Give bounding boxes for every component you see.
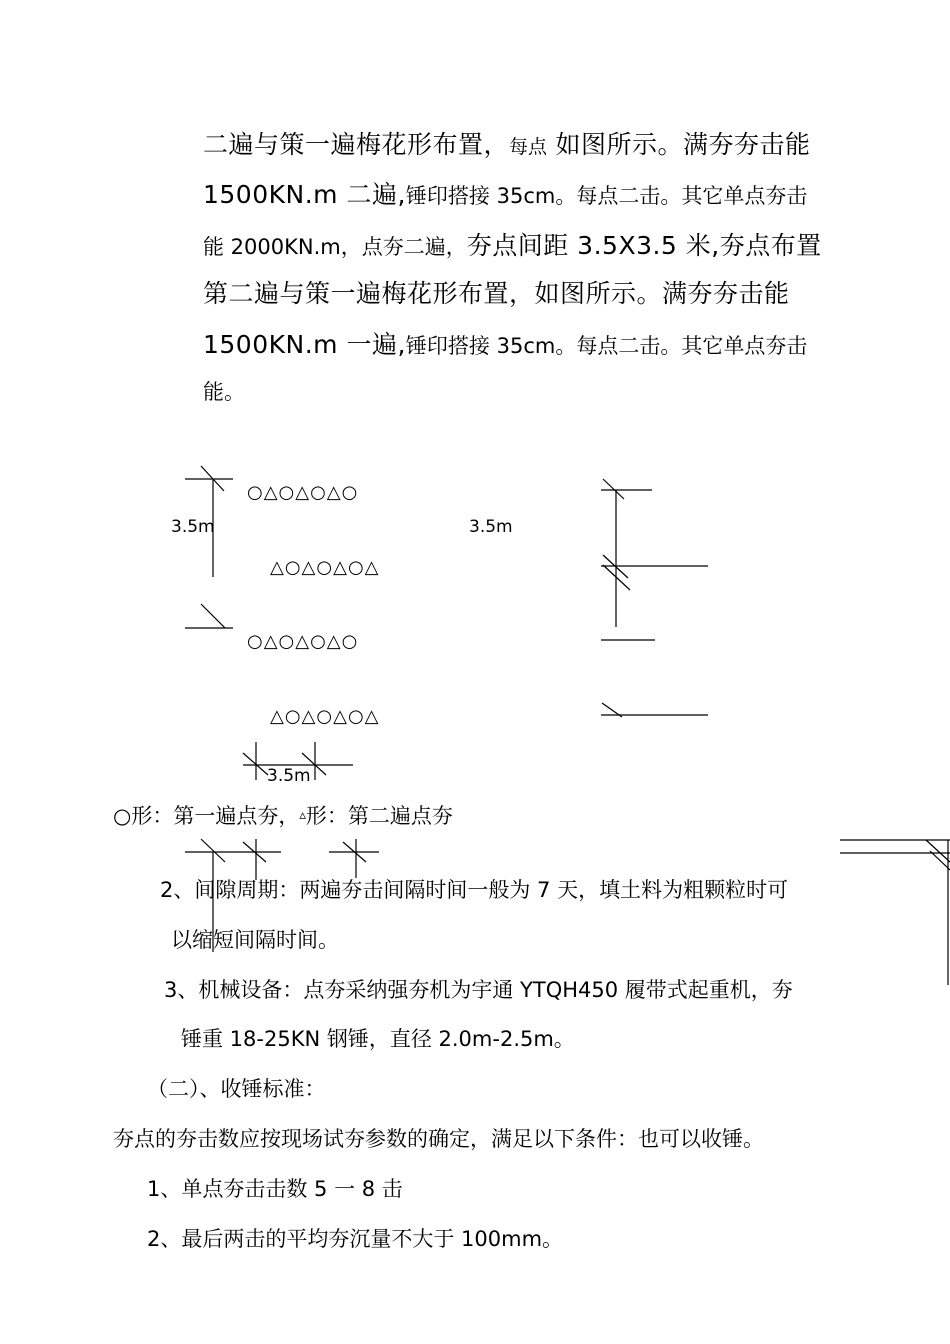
interval-line-1: 2、间隙周期：两遍夯击间隔时间一般为 7 天，填土料为粗颗粒时可 bbox=[160, 878, 789, 902]
text-fragment: 每点 bbox=[509, 136, 548, 158]
interval-line-2: 以缩短间隔时间。 bbox=[171, 928, 339, 952]
triangle-icon: ▵ bbox=[299, 808, 306, 823]
legend-triangle: 形：第二遍点夯 bbox=[305, 804, 453, 828]
pattern-row-4: △○△○△○△ bbox=[270, 706, 380, 727]
legend bbox=[113, 806, 453, 827]
equipment-line-2: 锤重 18-25KN 钢锤，直径 2.0m-2.5m。 bbox=[181, 1027, 575, 1051]
pattern-row-3: ○△○△○△○ bbox=[247, 631, 359, 652]
text-fragment: 1500KN.m 二遍, bbox=[203, 180, 406, 209]
criteria-item-2: 2、最后两击的平均夯沉量不大于 100mm。 bbox=[147, 1227, 564, 1251]
text-fragment: 夯点间距 3.5X3.5 米,夯点布置 bbox=[466, 231, 822, 260]
text-fragment: 锤印搭接 35cm。每点二击。其它单点夯击 bbox=[405, 184, 808, 208]
text-fragment: 1500KN.m 一遍, bbox=[203, 330, 406, 359]
equipment-line-1: 3、机械设备：点夯采纳强夯机为宇通 YTQH450 履带式起重机，夯 bbox=[164, 978, 793, 1002]
text-fragment: 锤印搭接 35cm。每点二击。其它单点夯击 bbox=[405, 334, 808, 358]
text-fragment: 如图所示。满夯夯击能 bbox=[547, 130, 811, 159]
dimension-label-bottom: 3.5m bbox=[267, 766, 311, 786]
criteria-item-1: 1、单点夯击击数 5 一 8 击 bbox=[147, 1177, 403, 1201]
paragraph-line-4: 第二遍与策一遍梅花形布置，如图所示。满夯夯击能 bbox=[203, 279, 790, 308]
text-fragment: 二遍与策一遍梅花形布置， bbox=[203, 130, 510, 159]
dimension-label-left: 3.5m bbox=[171, 517, 215, 537]
dimension-label-center: 3.5m bbox=[469, 517, 513, 537]
text-fragment: 能 2000KN.m，点夯二遍， bbox=[203, 235, 467, 259]
section-heading: （二）、收锤标准： bbox=[147, 1077, 326, 1101]
pattern-row-2: △○△○△○△ bbox=[270, 557, 380, 578]
legend-circle: ○形：第一遍点夯， bbox=[113, 804, 300, 828]
paragraph-line-6: 能。 bbox=[203, 380, 245, 404]
pattern-row-1: ○△○△○△○ bbox=[247, 482, 359, 503]
criteria-intro: 夯点的夯击数应按现场试夯参数的确定，满足以下条件：也可以收锤。 bbox=[113, 1127, 764, 1151]
